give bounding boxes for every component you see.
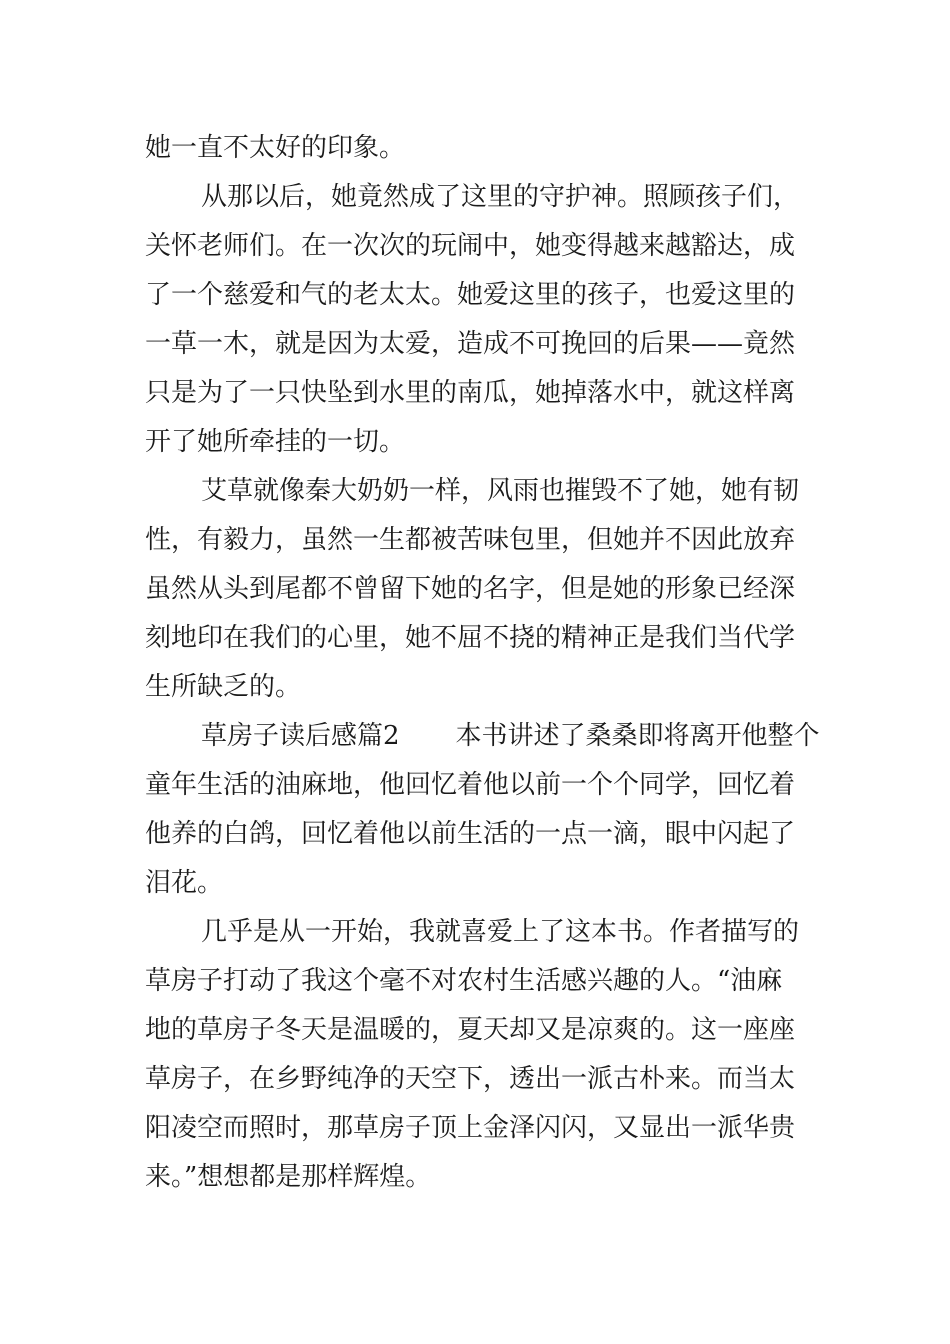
text-line: 生所缺乏的。 <box>145 672 302 702</box>
text-line: 他养的白鸽，回忆着他以前生活的一点一滴，眼中闪起了 <box>145 819 796 849</box>
text-line: 只是为了一只快坠到水里的南瓜，她掉落水中，就这样离 <box>145 378 796 408</box>
section-heading-line <box>145 712 820 761</box>
text-line: 一草一木，就是因为太爱，造成不可挽回的后果——竟然 <box>145 329 796 359</box>
text-line: 地的草房子冬天是温暖的，夏天却又是凉爽的。这一座座 <box>145 1015 796 1045</box>
text-line: 草房子，在乡野纯净的天空下，透出一派古朴来。而当太 <box>145 1064 796 1094</box>
text-line: 草房子打动了我这个毫不对农村生活感兴趣的人。“油麻 <box>145 966 783 996</box>
text-line: 性，有毅力，虽然一生都被苦味包里，但她并不因此放弃 <box>145 525 796 555</box>
text-line: 关怀老师们。在一次次的玩闹中，她变得越来越豁达，成 <box>145 231 796 261</box>
text-line: 了一个慈爱和气的老太太。她爱这里的孩子，也爱这里的 <box>145 280 796 310</box>
text-line: 开了她所牵挂的一切。 <box>145 427 406 457</box>
text-line: 阳凌空而照时，那草房子顶上金泽闪闪，又显出一派华贵 <box>145 1113 796 1143</box>
text-line: 虽然从头到尾都不曾留下她的名字，但是她的形象已经深 <box>145 574 796 604</box>
text-line: 泪花。 <box>145 868 224 898</box>
text-line: 童年生活的油麻地，他回忆着他以前一个个同学，回忆着 <box>145 770 796 800</box>
paragraph-start-line: 几乎是从一开始，我就喜爱上了这本书。作者描写的 <box>201 917 800 947</box>
paragraph-start-line: 从那以后，她竟然成了这里的守护神。照顾孩子们， <box>201 182 800 212</box>
text-line: 来。”想想都是那样辉煌。 <box>145 1162 432 1192</box>
section-heading: 草房子读后感篇2 <box>201 721 400 751</box>
text-line: 她一直不太好的印象。 <box>145 133 406 163</box>
section-first-text: 本书讲述了桑桑即将离开他整个 <box>455 721 820 751</box>
text-line: 刻地印在我们的心里，她不屈不挠的精神正是我们当代学 <box>145 623 796 653</box>
paragraph-start-line: 艾草就像秦大奶奶一样，风雨也摧毁不了她，她有韧 <box>201 476 800 506</box>
body-text <box>145 124 820 1202</box>
